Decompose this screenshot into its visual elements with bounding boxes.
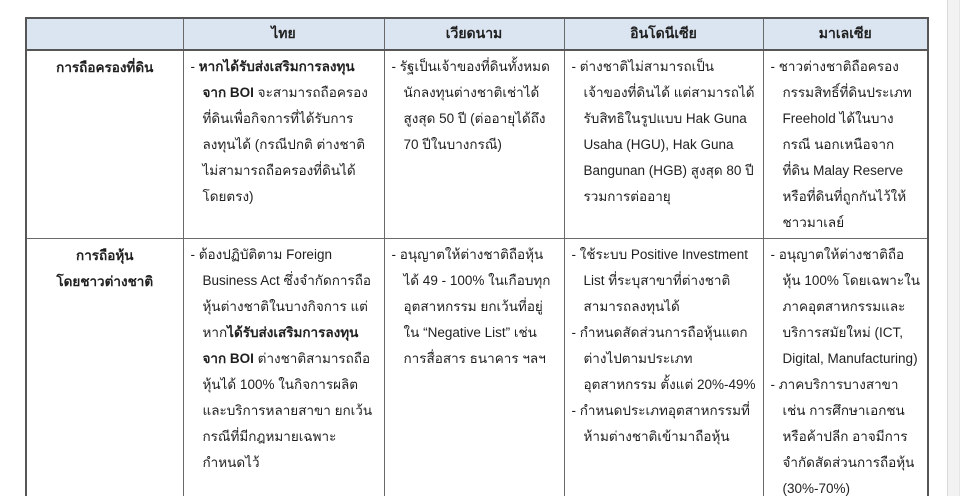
comparison-table [25, 17, 929, 496]
text-segment: ต่างชาติไม่สามารถเป็นเจ้าของที่ดินได้ แต่สามารถได้รับสิทธิในรูปแบบ Hak Guna Usaha (HGU), Hak Guna Bangunan (HGB) สูงสุด 80 ปี รวมการต่ออายุ [579, 59, 755, 204]
header-vietnam: เวียดนาม [384, 18, 564, 50]
header-indonesia: อินโดนีเซีย [564, 18, 763, 50]
bullet-item: - ใช้ระบบ Positive Investment List ที่ระบุสาขาที่ต่างชาติสามารถลงทุนได้ [571, 247, 748, 314]
bullet-item: - กำหนดสัดส่วนการถือหุ้นแตกต่างไปตามประเภทอุตสาหกรรม ตั้งแต่ 20%-49% [571, 325, 756, 392]
cell-vietnam-land [384, 50, 564, 239]
bullet-item: - ภาคบริการบางสาขา เช่น การศึกษาเอกชนหรือค้าปลีก อาจมีการจำกัดสัดส่วนการถือหุ้น (30%-70%) [770, 377, 915, 496]
cell-malaysia-shareholding [763, 239, 928, 496]
row-label-land-ownership [26, 50, 183, 239]
text-segment: กำหนดประเภทอุตสาหกรรมที่ห้ามต่างชาติเข้ามาถือหุ้น [579, 403, 750, 444]
vertical-scrollbar[interactable] [947, 0, 960, 496]
text-segment: อนุญาตให้ต่างชาติถือหุ้น 100% โดยเฉพาะในภาคอุตสาหกรรมและบริการสมัยใหม่ (ICT, Digital, Manufacturing) [778, 247, 920, 366]
text-segment: กำหนดสัดส่วนการถือหุ้นแตกต่างไปตามประเภทอุตสาหกรรม ตั้งแต่ 20%-49% [579, 325, 756, 392]
text-segment: ต้องปฏิบัติตาม Foreign Business Act ซึ่งจำกัดการถือหุ้นต่างชาติในบางกิจการ แต่หาก [198, 247, 372, 340]
row-label-foreign-shareholding [26, 239, 183, 496]
bullet-item: - กำหนดประเภทอุตสาหกรรมที่ห้ามต่างชาติเข้ามาถือหุ้น [571, 403, 750, 444]
text-segment: ใช้ระบบ Positive Investment List ที่ระบุสาขาที่ต่างชาติสามารถลงทุนได้ [579, 247, 748, 314]
bold-text-segment: หากได้รับส่งเสริมการลงทุนจาก BOI [198, 59, 355, 100]
cell-thailand-land [183, 50, 384, 239]
bullet-item: - หากได้รับส่งเสริมการลงทุนจาก BOI จะสามารถถือครองที่ดินเพื่อกิจการที่ได้รับการลงทุนได้ (กรณีปกติ ต่างชาติไม่สามารถถือครองที่ดินได้โดยตรง) [190, 59, 368, 204]
header-row [26, 18, 928, 50]
text-segment: รัฐเป็นเจ้าของที่ดินทั้งหมด นักลงทุนต่างชาติเช่าได้สูงสุด 50 ปี (ต่ออายุได้ถึง 70 ปีในบางกรณี) [399, 59, 550, 152]
cell-thailand-shareholding [183, 239, 384, 496]
text-segment: ชาวต่างชาติถือครองกรรมสิทธิ์ที่ดินประเภท Freehold ได้ในบางกรณี นอกเหนือจากที่ดิน Malay Reserve หรือที่ดินที่ถูกกันไว้ให้ชาวมาเลย์ [778, 59, 912, 230]
bullet-item: - ต้องปฏิบัติตาม Foreign Business Act ซึ่งจำกัดการถือหุ้นต่างชาติในบางกิจการ แต่หากได้รับส่งเสริมการลงทุนจาก BOI ต่างชาติสามารถถือหุ้นได้ 100% ในกิจการผลิตและบริการหลายสาขา ยกเว้นกรณีที่มีกฎหมายเฉพาะกำหนดไว้ [190, 247, 373, 470]
bullet-item: - อนุญาตให้ต่างชาติถือหุ้นได้ 49 - 100% ในเกือบทุกอุตสาหกรรม ยกเว้นที่อยู่ใน “Negative List” เช่น การสื่อสาร ธนาคาร ฯลฯ [391, 247, 551, 366]
table-row-foreign-shareholding [26, 239, 928, 496]
cell-vietnam-shareholding [384, 239, 564, 496]
bullet-item: - รัฐเป็นเจ้าของที่ดินทั้งหมด นักลงทุนต่างชาติเช่าได้สูงสุด 50 ปี (ต่ออายุได้ถึง 70 ปีในบางกรณี) [391, 59, 550, 152]
text-segment: ภาคบริการบางสาขา เช่น การศึกษาเอกชนหรือค้าปลีก อาจมีการจำกัดสัดส่วนการถือหุ้น (30%-70%) [778, 377, 915, 496]
header-thailand: ไทย [183, 18, 384, 50]
text-segment: อนุญาตให้ต่างชาติถือหุ้นได้ 49 - 100% ในเกือบทุกอุตสาหกรรม ยกเว้นที่อยู่ใน “Negative List” เช่น การสื่อสาร ธนาคาร ฯลฯ [399, 247, 551, 366]
header-malaysia: มาเลเซีย [763, 18, 928, 50]
bullet-item: - ชาวต่างชาติถือครองกรรมสิทธิ์ที่ดินประเภท Freehold ได้ในบางกรณี นอกเหนือจากที่ดิน Malay Reserve หรือที่ดินที่ถูกกันไว้ให้ชาวมาเลย์ [770, 59, 912, 230]
cell-indonesia-land [564, 50, 763, 239]
text-segment: จะสามารถถือครองที่ดินเพื่อกิจการที่ได้รับการลงทุนได้ (กรณีปกติ ต่างชาติไม่สามารถถือครองที่ดินได้โดยตรง) [202, 85, 368, 204]
table-row-land-ownership [26, 50, 928, 239]
text-segment: ต่างชาติสามารถถือหุ้นได้ 100% ในกิจการผลิตและบริการหลายสาขา ยกเว้นกรณีที่มีกฎหมายเฉพาะกำหนดไว้ [202, 351, 373, 470]
bullet-item: - อนุญาตให้ต่างชาติถือหุ้น 100% โดยเฉพาะในภาคอุตสาหกรรมและบริการสมัยใหม่ (ICT, Digital, Manufacturing) [770, 247, 920, 366]
cell-indonesia-shareholding [564, 239, 763, 496]
row-label-line: การถือครองที่ดิน [56, 60, 154, 75]
bold-text-segment: ได้รับส่งเสริมการลงทุนจาก BOI [202, 325, 359, 366]
row-label-line: โดยชาวต่างชาติ [56, 274, 154, 289]
cell-malaysia-land [763, 50, 928, 239]
header-corner-cell [26, 18, 183, 50]
row-label-line: การถือหุ้น [76, 248, 134, 263]
bullet-item: - ต่างชาติไม่สามารถเป็นเจ้าของที่ดินได้ แต่สามารถได้รับสิทธิในรูปแบบ Hak Guna Usaha (HGU), Hak Guna Bangunan (HGB) สูงสุด 80 ปี รวมการต่ออายุ [571, 59, 755, 204]
